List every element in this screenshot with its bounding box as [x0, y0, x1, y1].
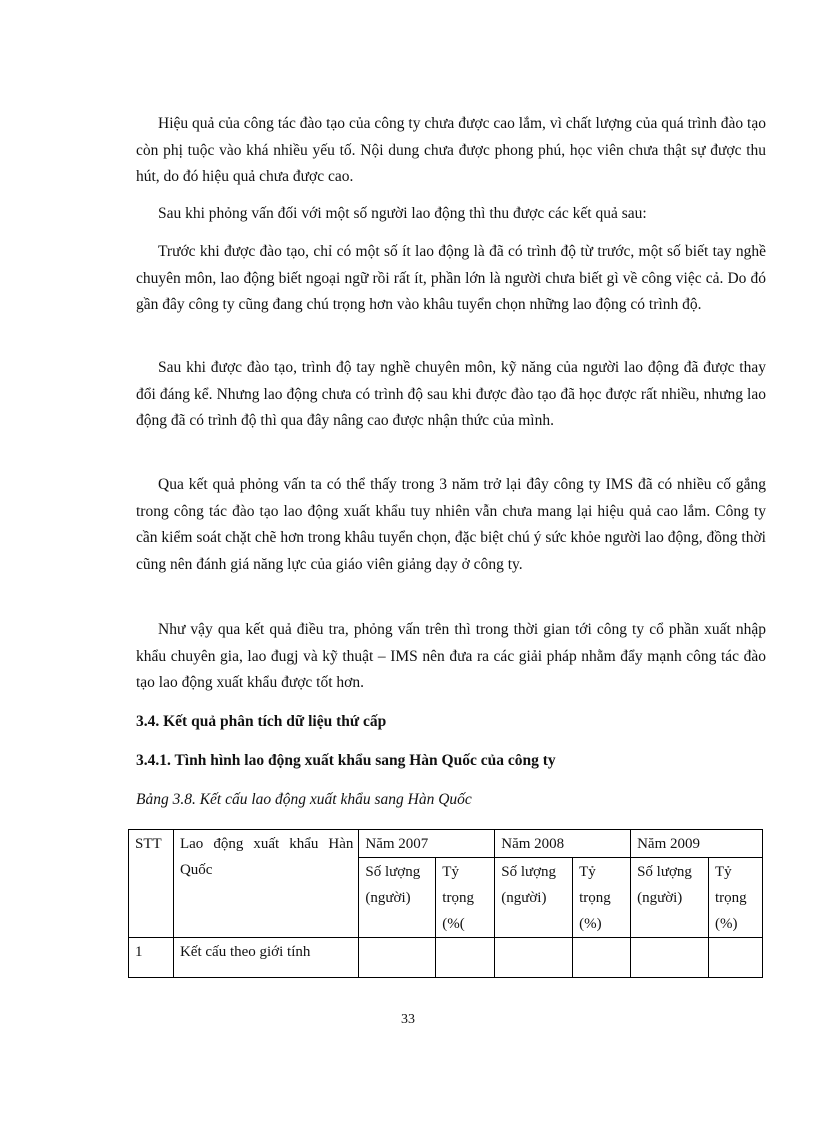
row-cell: [631, 938, 709, 978]
subheader-quantity-2008: Số lượng (người): [495, 858, 573, 938]
header-year-2009: Năm 2009: [631, 830, 763, 858]
row-cell: [436, 938, 495, 978]
subsection-heading: 3.4.1. Tình hình lao động xuất khẩu sang Hàn Quốc của công ty: [136, 752, 556, 769]
row-label: Kết cấu theo giới tính: [173, 938, 358, 978]
subheader-share-2009: Tỷ trọng (%): [708, 858, 762, 938]
paragraph-4: Sau khi được đào tạo, trình độ tay nghề chuyên môn, kỹ năng của người lao động đã được thay đổi đáng kể. Nhưng lao động chưa có trình độ sau khi được đào tạo đã học được rất nhiều, nhưng lao động đã có trình độ thì qua đây nâng cao được nhận thức của mình.: [136, 359, 766, 429]
paragraph-1: Hiệu quả của công tác đào tạo của công ty chưa được cao lắm, vì chất lượng của quá trình đào tạo còn phị tuộc vào khá nhiều yếu tố. Nội dung chưa được phong phú, học viên chưa thật sự được thu hút, do đó hiệu quả chưa được cao.: [136, 115, 766, 185]
labor-export-table: [128, 829, 763, 978]
table-row: [129, 938, 763, 978]
row-cell: [573, 938, 631, 978]
paragraph-6: Như vậy qua kết quả điều tra, phỏng vấn trên thì trong thời gian tới công ty cổ phần xuất nhập khẩu chuyên gia, lao đugj và kỹ thuật – IMS nên đưa ra các giải pháp nhằm đẩy mạnh công tác đào tạo lao động xuất khẩu được tốt hơn.: [136, 621, 766, 691]
subheader-quantity-2009: Số lượng (người): [631, 858, 709, 938]
row-stt: 1: [129, 938, 174, 978]
paragraph-5: Qua kết quả phỏng vấn ta có thể thấy trong 3 năm trở lại đây công ty IMS đã có nhiều cố gắng trong công tác đào tạo lao động xuất khẩu tuy nhiên vẫn chưa mang lại hiệu quả cao lắm. Công ty cần kiểm soát chặt chẽ hơn trong khâu tuyển chọn, đặc biệt chú ý sức khỏe người lao động, đồng thời cũng nên đánh giá năng lực của giáo viên giảng dạy ở công ty.: [136, 476, 766, 573]
row-cell: [708, 938, 762, 978]
paragraph-2: Sau khi phỏng vấn đối với một số người lao động thì thu được các kết quả sau:: [158, 205, 647, 222]
paragraph-3: Trước khi được đào tạo, chỉ có một số ít lao động là đã có trình độ từ trước, một số biết tay nghề chuyên môn, lao động biết ngoại ngữ rồi rất ít, phần lớn là người chưa biết gì về công việc cả. Do đó gần đây công ty cũng đang chú trọng hơn vào khâu tuyển chọn những lao động có trình độ.: [136, 243, 766, 313]
subheader-share-2007: Tỷ trọng (%(: [436, 858, 495, 938]
row-cell: [359, 938, 436, 978]
subheader-share-2008: Tỷ trọng (%): [573, 858, 631, 938]
header-year-2008: Năm 2008: [495, 830, 631, 858]
header-stt: STT: [129, 830, 174, 938]
row-cell: [495, 938, 573, 978]
table-header-row: [129, 830, 763, 858]
header-year-2007: Năm 2007: [359, 830, 495, 858]
page-number: 33: [401, 1012, 415, 1027]
header-label-text: Lao động xuất khẩu Hàn Quốc: [179, 836, 354, 878]
subheader-quantity-2007: Số lượng (người): [359, 858, 436, 938]
section-heading: 3.4. Kết quả phân tích dữ liệu thứ cấp: [136, 713, 387, 730]
header-label: [173, 830, 358, 938]
table-caption: Bảng 3.8. Kết cấu lao động xuất khẩu sang Hàn Quốc: [136, 791, 472, 808]
